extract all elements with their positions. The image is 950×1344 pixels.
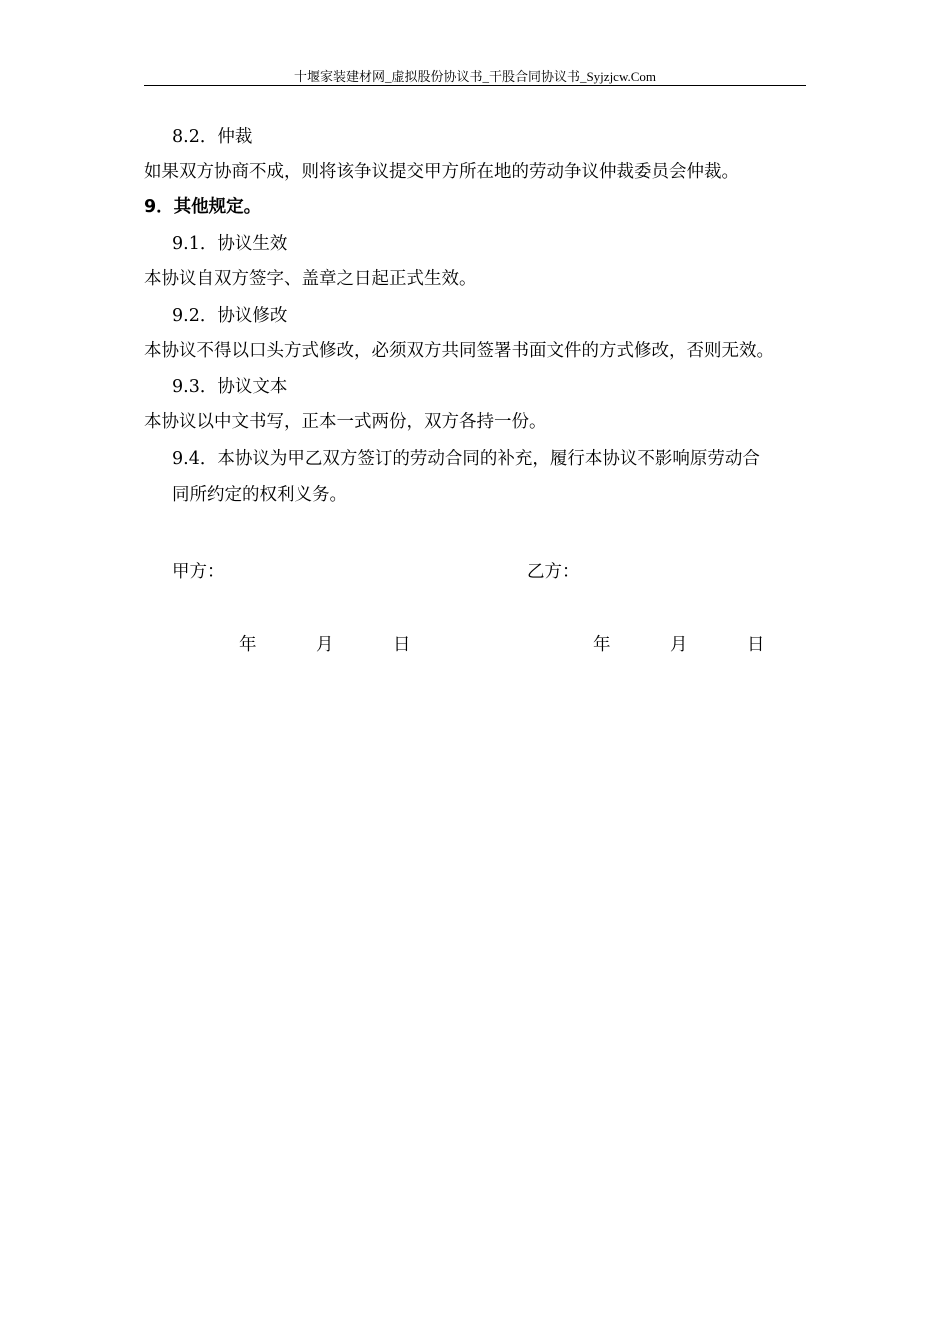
party-a-day: 日 (393, 635, 411, 655)
header-rule (144, 85, 806, 86)
section-9-4-line-2: 同所约定的权利义务。 (172, 485, 347, 505)
party-b-month: 月 (670, 635, 688, 655)
section-9-title: 9．其他规定。 (144, 197, 262, 217)
section-9-2-title: 9.2．协议修改 (172, 306, 288, 326)
party-b-label: 乙方： (527, 562, 580, 582)
party-b-day: 日 (747, 635, 765, 655)
party-a-year: 年 (239, 635, 257, 655)
party-b-year: 年 (593, 635, 611, 655)
section-9-1-body: 本协议自双方签字、盖章之日起正式生效。 (144, 269, 477, 289)
section-9-4-line-1: 9.4．本协议为甲乙双方签订的劳动合同的补充，履行本协议不影响原劳动合 (172, 449, 760, 469)
section-9-1-title: 9.1．协议生效 (172, 234, 288, 254)
party-a-month: 月 (316, 635, 334, 655)
section-9-3-title: 9.3．协议文本 (172, 377, 288, 397)
section-8-2-title: 8.2．仲裁 (172, 127, 253, 147)
section-8-2-body: 如果双方协商不成，则将该争议提交甲方所在地的劳动争议仲裁委员会仲裁。 (144, 162, 739, 182)
section-9-2-body: 本协议不得以口头方式修改，必须双方共同签署书面文件的方式修改，否则无效。 (144, 341, 774, 361)
header-text: 十堰家装建材网_虚拟股份协议书_干股合同协议书_Syjzjcw.Com (293, 69, 657, 84)
party-a-label: 甲方： (172, 562, 225, 582)
section-9-3-body: 本协议以中文书写，正本一式两份，双方各持一份。 (144, 412, 547, 432)
